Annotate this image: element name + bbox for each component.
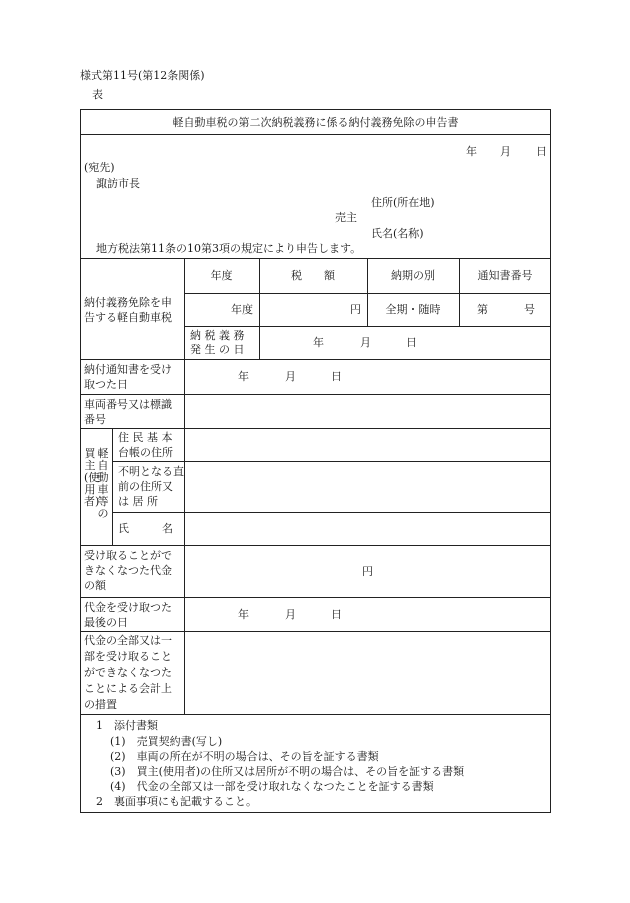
note-2: 2 裏面事項にも記載すること。 <box>96 795 257 808</box>
divider <box>80 545 551 546</box>
buyer-name-label: 氏 名 <box>118 522 173 535</box>
divider <box>80 714 551 715</box>
form-title: 軽自動車税の第二次納税義務に係る納付義務免除の申告書 <box>172 116 459 129</box>
divider <box>80 597 551 598</box>
last-payment-year: 年 <box>238 608 249 621</box>
header-notice-number: 通知書番号 <box>477 269 533 282</box>
note-1-item: (2) 車両の所在が不明の場合は、その旨を証する書類 <box>110 750 379 763</box>
date-year-label: 年 <box>466 145 477 158</box>
column-line <box>259 258 260 326</box>
addressee-prefix: (宛先) <box>84 161 115 174</box>
column-line <box>459 258 460 326</box>
tax-year-unit: 年度 <box>231 303 253 316</box>
occurrence-day: 日 <box>406 336 417 349</box>
note-1-item: (3) 買主(使用者)の住所又は居所が不明の場合は、その旨を証する書類 <box>110 765 465 778</box>
tax-period-value: 全期・随時 <box>385 303 441 316</box>
addressee-name: 諏訪市長 <box>96 177 140 190</box>
divider <box>184 326 551 327</box>
header-year: 年度 <box>210 269 233 282</box>
buyer-group-label: 買主(使用者) <box>84 447 100 508</box>
buyer-group-label-vehicle: 軽自動車等の <box>97 447 109 520</box>
column-line <box>184 258 185 714</box>
date-day-label: 日 <box>536 145 547 158</box>
seller-address-label: 住所(所在地) <box>371 196 435 209</box>
column-line <box>367 258 368 326</box>
divider <box>80 394 551 395</box>
seller-name-label: 氏名(名称) <box>371 227 424 240</box>
divider <box>80 258 551 259</box>
notice-go: 号 <box>524 303 535 316</box>
note-1-item: (1) 売買契約書(写し) <box>110 735 223 748</box>
resident-address-label: 住 民 基 本 台帳の住所 <box>118 431 173 459</box>
form-side-label: 表 <box>92 88 103 101</box>
last-payment-day: 日 <box>331 608 342 621</box>
header-period: 納期の別 <box>391 269 435 282</box>
divider <box>80 428 551 429</box>
divider <box>112 461 551 462</box>
column-line <box>112 428 113 545</box>
occurrence-label-1: 納 税 義 務 <box>190 329 245 342</box>
vehicle-number-label: 車両番号又は標識番号 <box>84 398 172 426</box>
notice-received-year: 年 <box>238 370 249 383</box>
notice-received-month: 月 <box>285 370 296 383</box>
header-amount: 税 額 <box>291 269 335 282</box>
divider <box>112 512 551 513</box>
notice-dai: 第 <box>477 303 488 316</box>
notice-received-label: 納付通知書を受け取つた日 <box>84 363 172 391</box>
occurrence-label-2: 発 生 の 日 <box>190 343 245 356</box>
divider <box>80 134 551 135</box>
occurrence-year: 年 <box>313 336 324 349</box>
form-number: 様式第11号(第12条関係) <box>80 69 205 82</box>
uncollectible-label: 受け取ることができなくなつた代金の額 <box>84 549 172 592</box>
divider <box>80 631 551 632</box>
tax-amount-yen: 円 <box>350 303 361 316</box>
occurrence-month: 月 <box>360 336 371 349</box>
divider <box>80 359 551 360</box>
seller-label: 売主 <box>335 211 357 224</box>
accounting-label: 代金の全部又は一部を受け取ることができなくなつたことによる会計上の措置 <box>84 634 172 711</box>
last-payment-label: 代金を受け取つた最後の日 <box>84 601 172 629</box>
date-month-label: 月 <box>500 145 511 158</box>
notice-received-day: 日 <box>331 370 342 383</box>
declaration-text: 地方税法第11条の10第3項の規定により申告します。 <box>96 242 362 255</box>
tax-section-label: 納付義務免除を申告する軽自動車税 <box>84 296 172 324</box>
last-payment-month: 月 <box>285 608 296 621</box>
uncollectible-yen: 円 <box>362 565 373 578</box>
unknown-address-label: 不明となる直前の住所又 は 居 所 <box>118 465 184 508</box>
column-line <box>259 326 260 359</box>
note-1: 1 添付書類 <box>96 719 158 732</box>
note-1-item: (4) 代金の全部又は一部を受け取れなくなつたことを証する書類 <box>110 780 434 793</box>
